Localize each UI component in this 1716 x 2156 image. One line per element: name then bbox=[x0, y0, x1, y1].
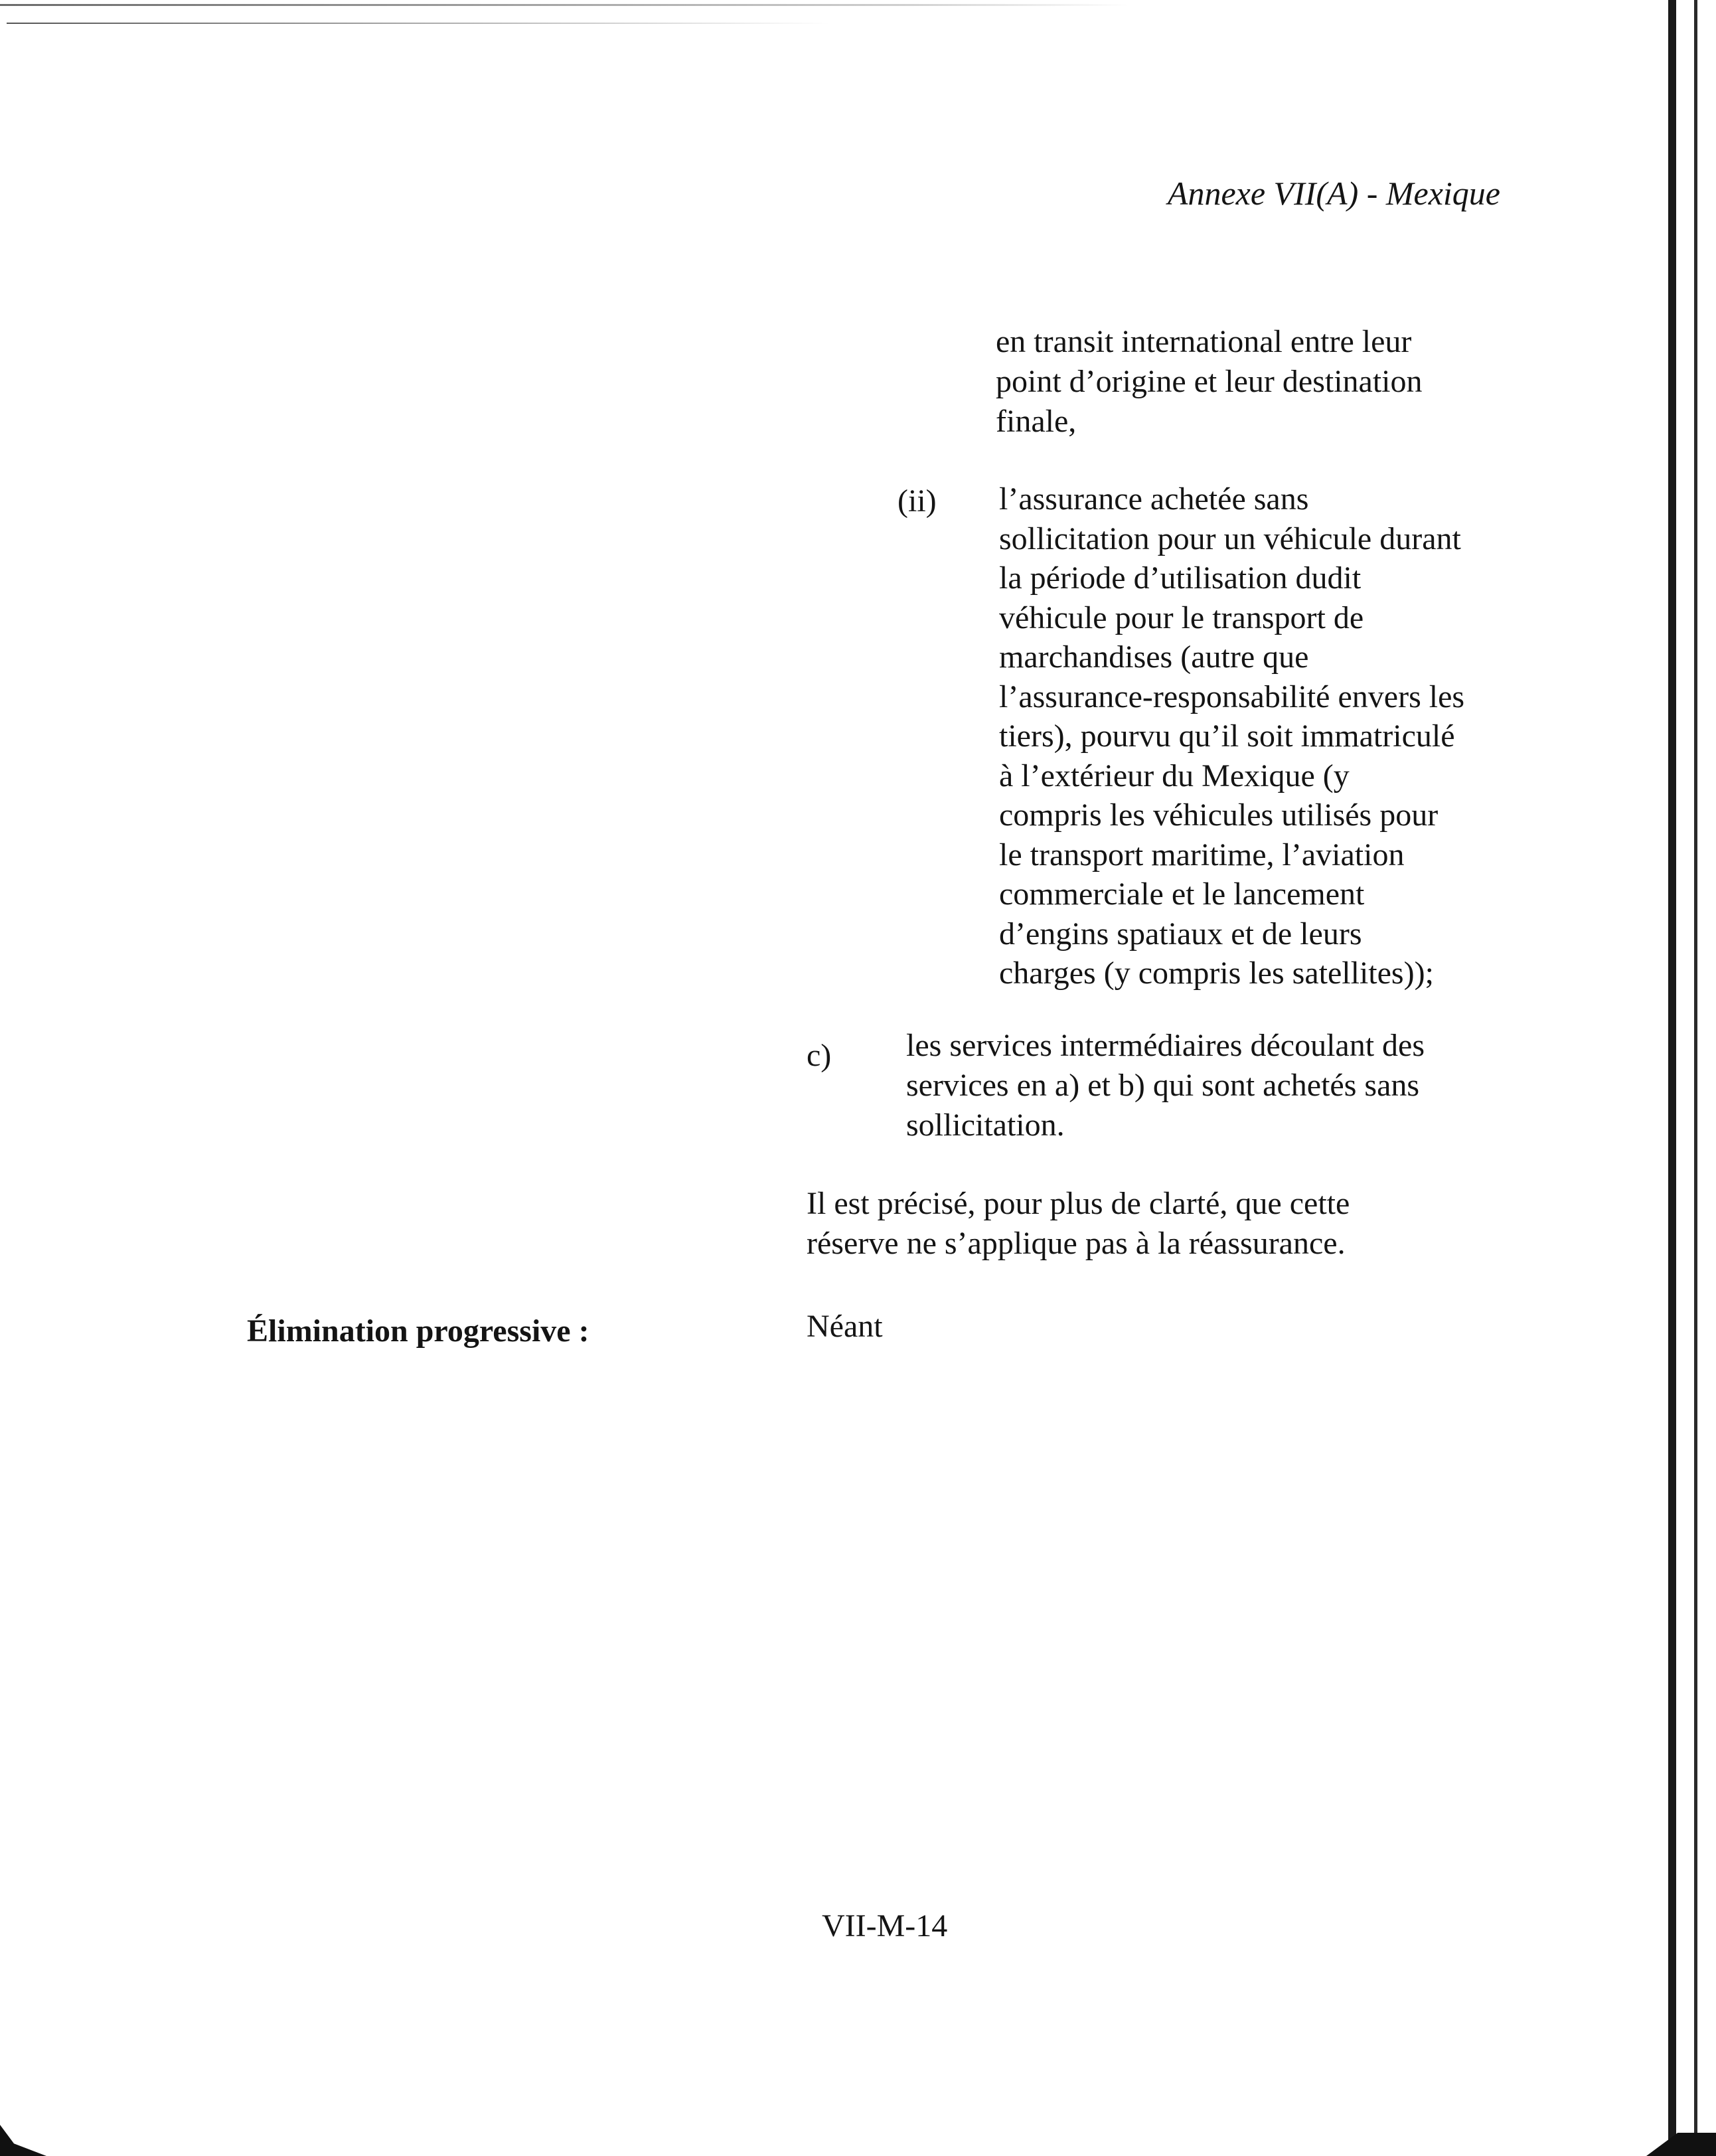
item-ii-paragraph bbox=[999, 479, 1464, 993]
continuation-paragraph bbox=[996, 322, 1423, 442]
text-line: sollicitation pour un véhicule durant bbox=[999, 521, 1461, 556]
text-line: d’engins spatiaux et de leurs bbox=[999, 916, 1362, 952]
text-line: véhicule pour le transport de bbox=[999, 600, 1364, 635]
text-line: sollicitation. bbox=[906, 1108, 1065, 1143]
phaseout-label: Élimination progressive : bbox=[247, 1313, 589, 1349]
phaseout-value: Néant bbox=[807, 1309, 883, 1344]
text-line: compris les véhicules utilisés pour bbox=[999, 797, 1439, 833]
text-line: Il est précisé, pour plus de clarté, que cette bbox=[807, 1186, 1350, 1221]
text-line: l’assurance-responsabilité envers les bbox=[999, 679, 1465, 714]
scan-corner-bottom-right bbox=[1646, 2133, 1716, 2156]
text-line: les services intermédiaires découlant des bbox=[906, 1028, 1425, 1063]
scan-corner-bottom-left bbox=[0, 2125, 46, 2156]
text-line: charges (y compris les satellites)); bbox=[999, 955, 1434, 991]
text-line: en transit international entre leur bbox=[996, 324, 1412, 359]
text-line: le transport maritime, l’aviation bbox=[999, 837, 1405, 872]
scan-edge-top bbox=[0, 4, 1129, 6]
item-c-marker: c) bbox=[807, 1038, 832, 1073]
text-line: réserve ne s’applique pas à la réassurance. bbox=[807, 1226, 1346, 1261]
text-line: la période d’utilisation dudit bbox=[999, 560, 1362, 596]
scan-edge-top-inner bbox=[7, 23, 830, 24]
running-header: Annexe VII(A) - Mexique bbox=[1167, 175, 1500, 212]
clarification-paragraph bbox=[807, 1184, 1350, 1264]
text-line: tiers), pourvu qu’il soit immatriculé bbox=[999, 718, 1455, 754]
scan-edge-right-outer bbox=[1694, 0, 1697, 2156]
scan-edge-right bbox=[1668, 0, 1676, 2156]
item-ii-marker: (ii) bbox=[897, 483, 937, 519]
text-line: services en a) et b) qui sont achetés sans bbox=[906, 1068, 1420, 1103]
page-number: VII-M-14 bbox=[822, 1908, 948, 1944]
text-line: finale, bbox=[996, 404, 1077, 439]
text-line: l’assurance achetée sans bbox=[999, 481, 1309, 517]
item-c-paragraph bbox=[906, 1026, 1425, 1145]
text-line: commerciale et le lancement bbox=[999, 876, 1365, 912]
text-line: point d’origine et leur destination bbox=[996, 364, 1423, 399]
text-line: à l’extérieur du Mexique (y bbox=[999, 758, 1350, 793]
text-line: marchandises (autre que bbox=[999, 639, 1309, 675]
